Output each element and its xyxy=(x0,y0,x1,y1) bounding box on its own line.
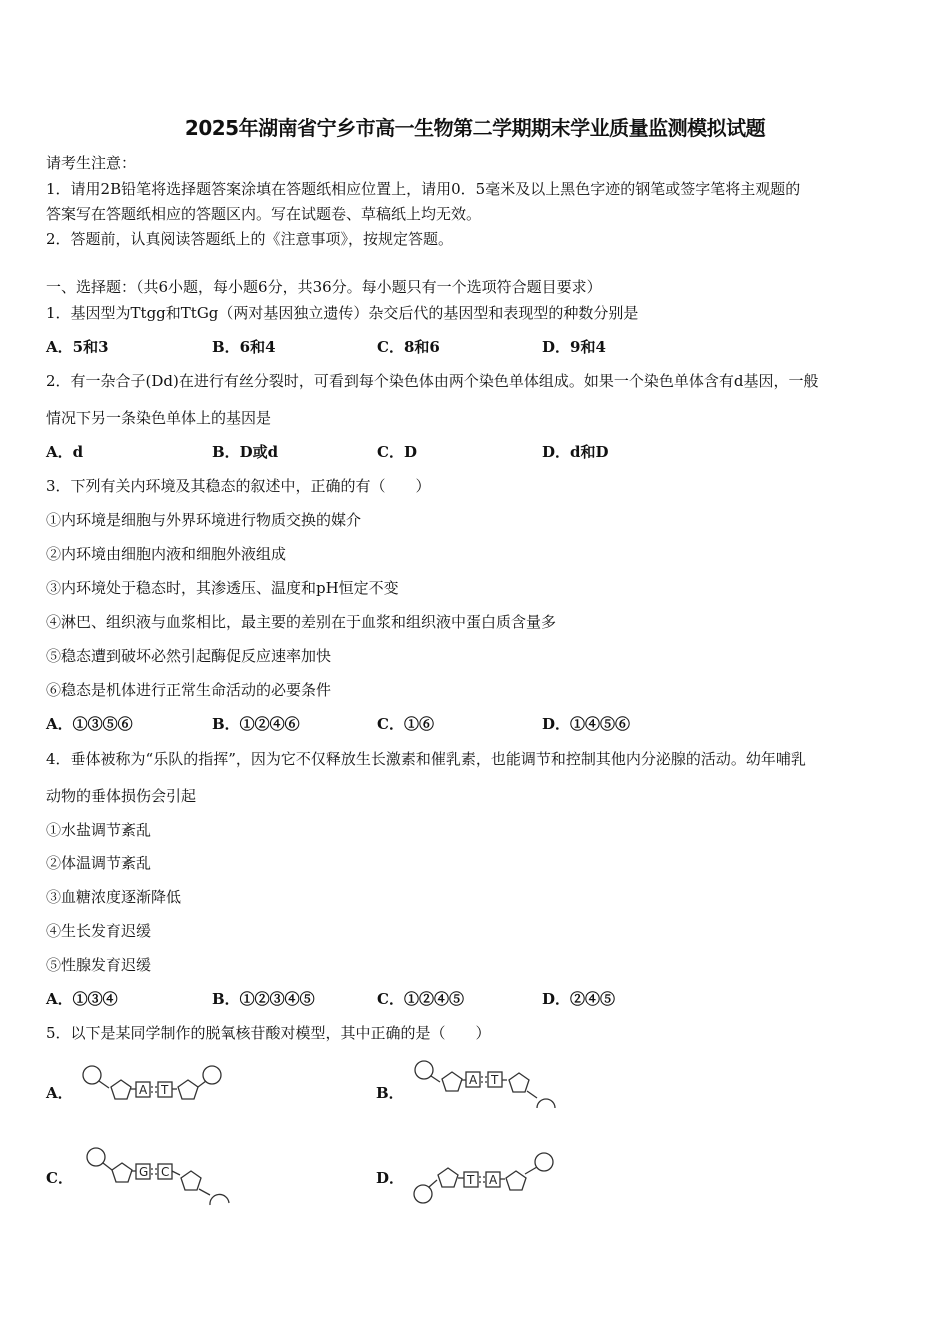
question-3-item-3: ③内环境处于稳态时，其渗透压、温度和pH恒定不变 xyxy=(46,579,399,597)
question-4-stem-1: 4．垂体被称为“乐队的指挥”，因为它不仅释放生长激素和催乳素，也能调节和控制其他内分泌腺的活动。幼年哺乳 xyxy=(46,750,806,768)
nucleotide-pair-model-c xyxy=(84,1145,234,1205)
option-d[interactable]: D． xyxy=(376,1169,405,1187)
option-c[interactable]: C． xyxy=(46,1169,73,1187)
option-c[interactable]: C．①⑥ xyxy=(377,715,434,733)
option-a[interactable]: A．①③⑤⑥ xyxy=(46,715,133,733)
question-4-item-4: ④生长发育迟缓 xyxy=(46,922,152,940)
base-c2: C xyxy=(161,1165,170,1179)
option-a[interactable]: A．5和3 xyxy=(46,338,109,356)
question-2-stem-1: 2．有一杂合子(Dd)在进行有丝分裂时，可看到每个染色体由两个染色单体组成。如果一个染色单体含有d基因，一般 xyxy=(46,372,819,390)
option-d[interactable]: D．②④⑤ xyxy=(542,990,616,1008)
question-3-item-6: ⑥稳态是机体进行正常生命活动的必要条件 xyxy=(46,681,332,699)
section-heading: 一、选择题：（共6小题，每小题6分，共36分。每小题只有一个选项符合题目要求） xyxy=(46,278,602,296)
option-c[interactable]: C．8和6 xyxy=(377,338,440,356)
base-d2: A xyxy=(489,1173,498,1187)
option-a[interactable]: A．①③④ xyxy=(46,990,118,1008)
notice-item-1b: 答案写在答题纸相应的答题区内。写在试题卷、草稿纸上均无效。 xyxy=(46,205,482,223)
question-3-item-1: ①内环境是细胞与外界环境进行物质交换的媒介 xyxy=(46,511,362,529)
page-title: 2025年湖南省宁乡市高一生物第二学期期末学业质量监测模拟试题 xyxy=(184,116,766,140)
question-3-item-2: ②内环境由细胞内液和细胞外液组成 xyxy=(46,545,287,563)
option-b[interactable]: B．①②④⑥ xyxy=(212,715,300,733)
option-c[interactable]: C．①②④⑤ xyxy=(377,990,464,1008)
question-4-item-3: ③血糖浓度逐渐降低 xyxy=(46,888,182,906)
question-4-stem-2: 动物的垂体损伤会引起 xyxy=(46,787,197,805)
option-a[interactable]: A． xyxy=(46,1084,73,1102)
base-b1: A xyxy=(469,1073,478,1087)
question-4-item-1: ①水盐调节紊乱 xyxy=(46,821,152,839)
notice-item-2: 2．答题前，认真阅读答题纸上的《注意事项》，按规定答题。 xyxy=(46,230,454,248)
question-5-stem: 5．以下是某同学制作的脱氧核苷酸对模型，其中正确的是（ ） xyxy=(46,1024,491,1042)
base-c1: G xyxy=(139,1165,149,1179)
option-b[interactable]: B．6和4 xyxy=(212,338,276,356)
notice-heading: 请考生注意： xyxy=(46,154,137,172)
question-4-item-5: ⑤性腺发育迟缓 xyxy=(46,956,152,974)
question-4-item-2: ②体温调节紊乱 xyxy=(46,854,152,872)
question-3-item-5: ⑤稳态遭到破坏必然引起酶促反应速率加快 xyxy=(46,647,332,665)
question-1-stem: 1．基因型为Ttgg和TtGg（两对基因独立遗传）杂交后代的基因型和表现型的种数分别是 xyxy=(46,304,639,322)
question-2-stem-2: 情况下另一条染色单体上的基因是 xyxy=(46,409,272,427)
option-b[interactable]: B．D或d xyxy=(212,443,279,461)
option-d[interactable]: D．d和D xyxy=(542,443,609,461)
base-a2: T xyxy=(161,1083,169,1097)
question-3-item-4: ④淋巴、组织液与血浆相比，最主要的差别在于血浆和组织液中蛋白质含量多 xyxy=(46,613,557,631)
notice-item-1a: 1．请用2B铅笔将选择题答案涂填在答题纸相应位置上，请用0．5毫米及以上黑色字迹的钢笔或签字笔将主观题的 xyxy=(46,180,801,198)
option-c[interactable]: C．D xyxy=(377,443,417,461)
option-b[interactable]: B．①②③④⑤ xyxy=(212,990,315,1008)
option-d[interactable]: D．9和4 xyxy=(542,338,606,356)
base-d1: T xyxy=(467,1173,475,1187)
base-a1: A xyxy=(139,1083,148,1097)
base-b2: T xyxy=(491,1073,499,1087)
nucleotide-pair-model-b xyxy=(413,1058,563,1110)
nucleotide-pair-model-a xyxy=(78,1062,228,1112)
option-d[interactable]: D．①④⑤⑥ xyxy=(542,715,631,733)
option-b[interactable]: B． xyxy=(376,1084,404,1102)
option-a[interactable]: A．d xyxy=(46,443,84,461)
question-3-stem: 3．下列有关内环境及其稳态的叙述中，正确的有（ ） xyxy=(46,477,431,495)
nucleotide-pair-model-d xyxy=(413,1150,563,1206)
